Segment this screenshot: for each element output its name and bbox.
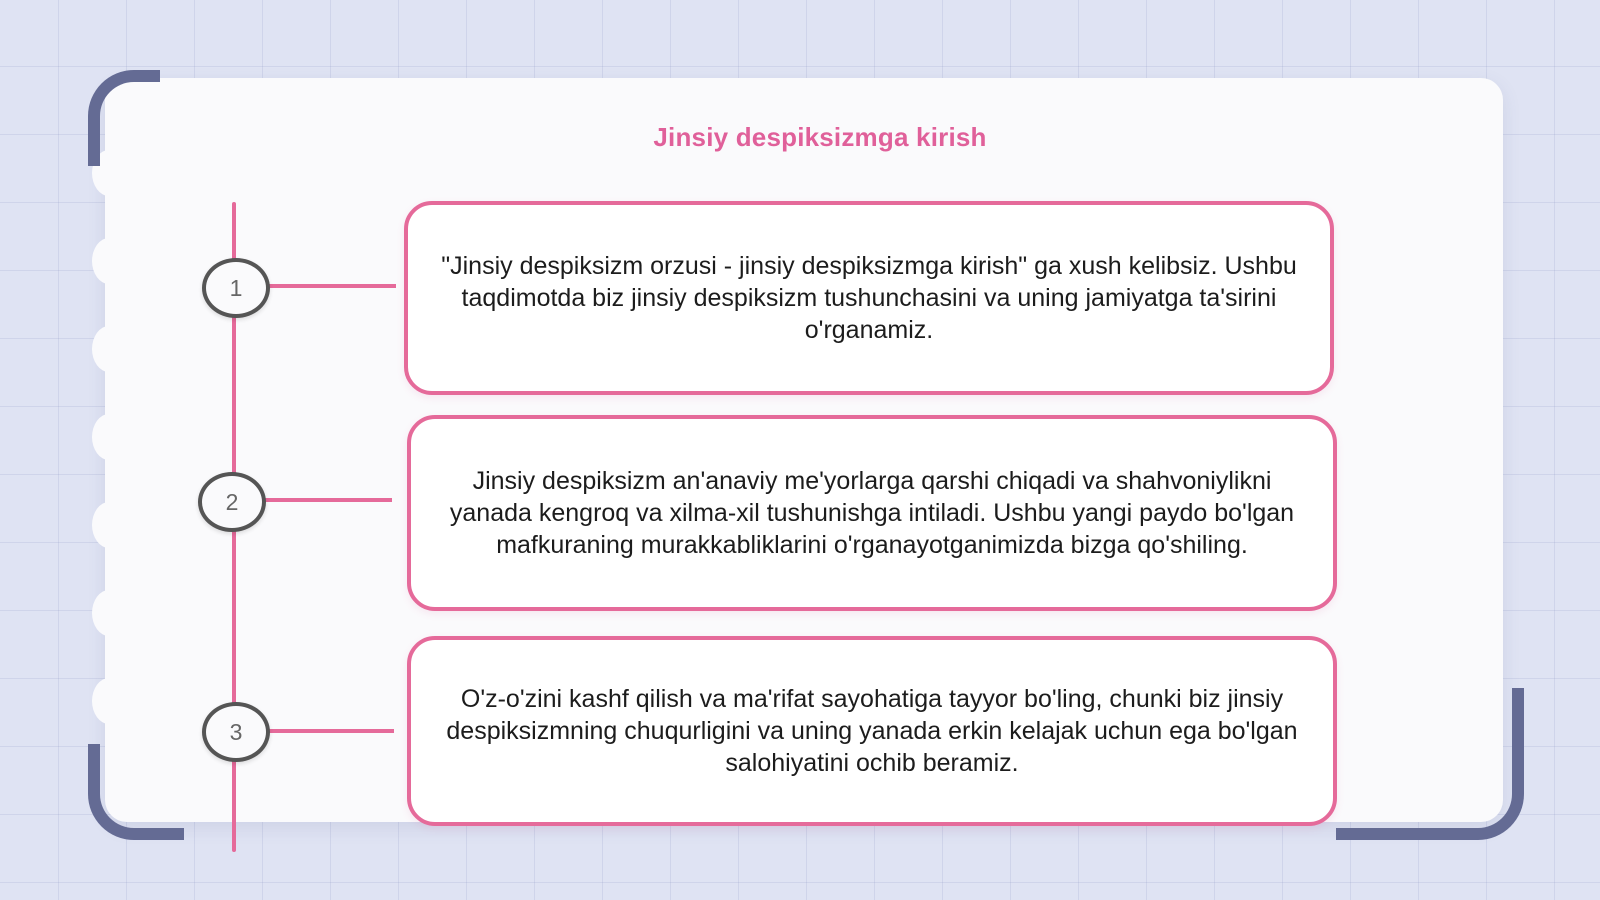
card-edge-scallop — [92, 502, 126, 548]
corner-bracket-bottom-right — [1336, 688, 1524, 840]
card-edge-scallop — [92, 326, 126, 372]
timeline-connector-2 — [262, 498, 392, 502]
timeline-connector-3 — [266, 729, 394, 733]
card-edge-scallop — [92, 414, 126, 460]
card-edge-scallop — [92, 590, 126, 636]
step-text-box-1 — [404, 201, 1334, 395]
step-number-badge-1: 1 — [202, 258, 270, 318]
corner-bracket-bottom-left — [88, 744, 184, 840]
step-text-3: O'z-o'zini kashf qilish va ma'rifat sayohatiga tayyor bo'ling, chunki biz jinsiy despiksizmning chuqurligini va uning yanada erkin kelajak uchun ega bo'lgan salohiyatini ochib beramiz. — [446, 685, 1298, 777]
step-text-1: "Jinsiy despiksizm orzusi - jinsiy despiksizmga kirish" ga xush kelibsiz. Ushbu taqdimotda biz jinsiy despiksizm tushunchasini va uning jamiyatga ta'sirini o'rganamiz. — [441, 252, 1297, 344]
card-edge-scallop — [92, 678, 126, 724]
step-number-badge-3: 3 — [202, 702, 270, 762]
card-edge-scallop — [92, 238, 126, 284]
step-text-box-3 — [407, 636, 1337, 826]
step-number-badge-2: 2 — [198, 472, 266, 532]
step-text-box-2 — [407, 415, 1337, 611]
slide-title: Jinsiy despiksizmga kirish — [653, 122, 987, 152]
step-text-2: Jinsiy despiksizm an'anaviy me'yorlarga qarshi chiqadi va shahvoniylikni yanada kengroq va xilma-xil tushunishga intiladi. Ushbu yangi paydo bo'lgan mafkuraning murakkabliklarini o'rganayotganimizda bizga qo'shiling. — [449, 467, 1295, 559]
timeline-connector-1 — [266, 284, 396, 288]
